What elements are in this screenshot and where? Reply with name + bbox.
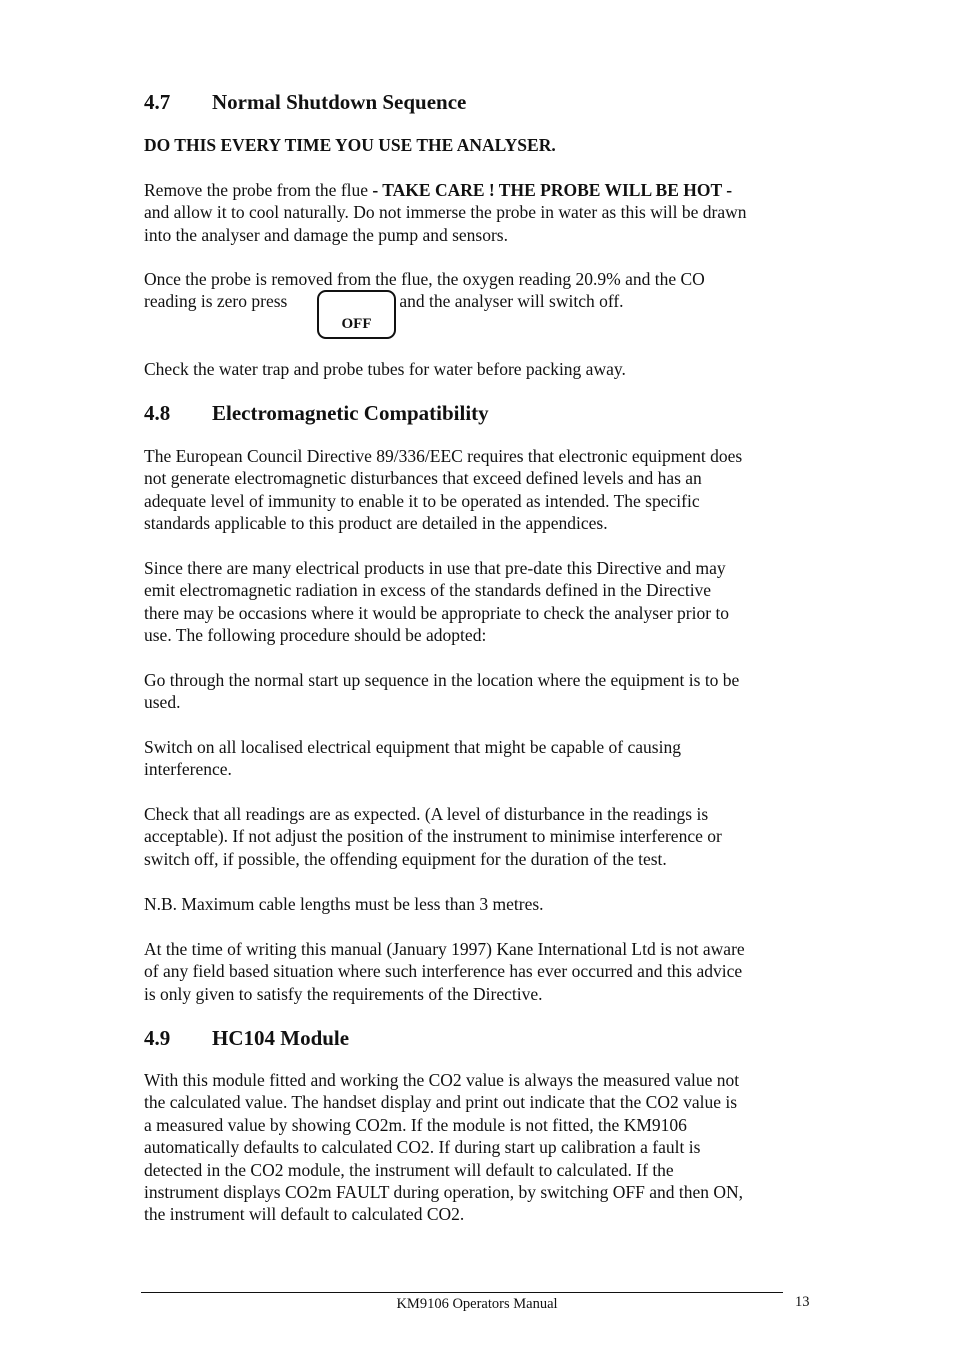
text-line: of any field based situation where such interference has ever occurred and this advice	[144, 961, 743, 982]
text-line: interference.	[144, 759, 232, 780]
footer-title: KM9106 Operators Manual	[396, 1296, 558, 1312]
text-line: and allow it to cool naturally. Do not immerse the probe in water as this will be drawn	[144, 202, 747, 223]
page-number: 13	[795, 1294, 810, 1310]
text-line: the calculated value. The handset display and print out indicate that the CO2 value is	[144, 1092, 738, 1113]
paragraph-check-readings	[144, 803, 816, 870]
off-key-icon	[317, 290, 396, 339]
text-line: the instrument will default to calculated CO2.	[144, 1204, 465, 1225]
text-line: there may be occasions where it would be appropriate to check the analyser prior to	[144, 602, 730, 623]
text-line: a measured value by showing CO2m. If the module is not fitted, the KM9106	[144, 1114, 687, 1135]
section-title: HC104 Module	[212, 1026, 350, 1050]
text-line: Switch on all localised electrical equipment that might be capable of causing	[144, 737, 681, 757]
section-heading-4-8	[144, 401, 489, 425]
text-line: emit electromagnetic radiation in excess of the standards defined in the Directive	[144, 580, 712, 601]
hot-probe-warning: - TAKE CARE ! THE PROBE WILL BE HOT -	[372, 180, 733, 200]
section-heading-4-9	[144, 1026, 349, 1050]
paragraph-directive	[144, 445, 816, 535]
footer-divider	[141, 1292, 783, 1293]
warning-text: DO THIS EVERY TIME YOU USE THE ANALYSER.	[144, 135, 556, 155]
text-line: into the analyser and damage the pump and sensors.	[144, 224, 508, 245]
paragraph-start-up	[144, 669, 816, 714]
text-line: adequate level of immunity to enable it to be operated as intended. The specific	[144, 490, 700, 511]
section-title: Normal Shutdown Sequence	[212, 90, 467, 114]
text-run: reading is zero press	[144, 291, 288, 312]
section-number: 4.8	[144, 401, 171, 425]
text-line: instrument displays CO2m FAULT during operation, by switching OFF and then ON,	[144, 1182, 744, 1203]
paragraph-predate	[144, 557, 816, 647]
text-line: Check that all readings are as expected. (A level of disturbance in the readings is	[144, 804, 709, 824]
text-line: detected in the CO2 module, the instrument will default to calculated. If the	[144, 1159, 674, 1180]
text-line: With this module fitted and working the CO2 value is always the measured value not	[144, 1070, 740, 1090]
text-line	[144, 179, 816, 201]
paragraph-time-of-writing	[144, 938, 816, 1005]
text-line	[144, 290, 816, 312]
text-line: used.	[144, 692, 181, 713]
text-line: use. The following procedure should be adopted:	[144, 625, 487, 646]
paragraph-cable-note: N.B. Maximum cable lengths must be less than 3 metres.	[144, 894, 544, 914]
text-line: switch off, if possible, the offending equipment for the duration of the test.	[144, 848, 667, 869]
text-line: is only given to satisfy the requirements of the Directive.	[144, 983, 543, 1004]
text-line: automatically defaults to calculated CO2. If during start up calibration a fault is	[144, 1137, 701, 1158]
text-run: and the analyser will switch off.	[399, 291, 624, 312]
paragraph-switch-off	[144, 268, 816, 313]
paragraph-switch-on	[144, 736, 816, 781]
text-line: Once the probe is removed from the flue, the oxygen reading 20.9% and the CO	[144, 269, 705, 289]
paragraph-water-trap: Check the water trap and probe tubes for water before packing away.	[144, 359, 626, 379]
text-line: standards applicable to this product are detailed in the appendices.	[144, 513, 608, 534]
paragraph-hc104	[144, 1069, 816, 1226]
section-heading-4-7	[144, 90, 466, 114]
text-line: acceptable). If not adjust the position of the instrument to minimise interference or	[144, 826, 722, 847]
section-number: 4.9	[144, 1026, 171, 1050]
text-line: At the time of writing this manual (January 1997) Kane International Ltd is not aware	[144, 939, 745, 959]
section-title: Electromagnetic Compatibility	[212, 401, 489, 425]
section-number: 4.7	[144, 90, 171, 114]
text-line: not generate electromagnetic disturbances that exceed defined levels and has an	[144, 468, 702, 489]
text-line: Go through the normal start up sequence in the location where the equipment is to be	[144, 670, 740, 690]
off-key-label: OFF	[341, 316, 372, 332]
text-line: The European Council Directive 89/336/EEC requires that electronic equipment does	[144, 446, 743, 466]
paragraph-remove-probe	[144, 179, 816, 246]
text-run: Remove the probe from the flue	[144, 180, 373, 200]
text-line: Since there are many electrical products in use that pre-date this Directive and may	[144, 558, 726, 578]
